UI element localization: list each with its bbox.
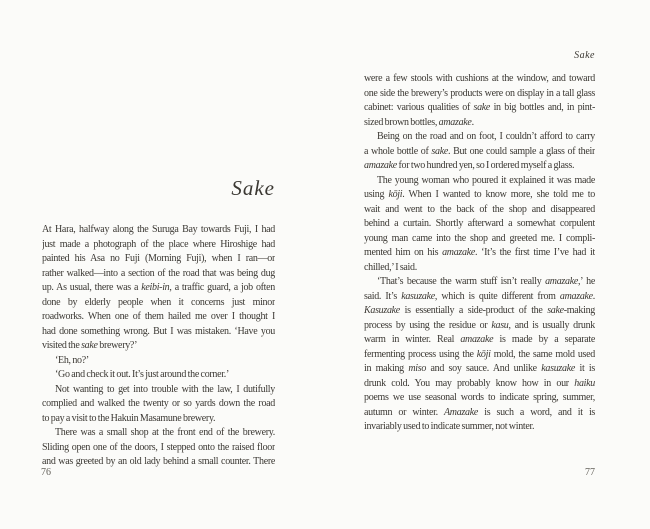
italic-term: sake bbox=[431, 145, 448, 157]
text-run: , which is quite different from bbox=[434, 290, 560, 302]
running-head: Sake bbox=[574, 50, 595, 61]
text-line bbox=[42, 238, 275, 253]
text-run: fermenting process using the bbox=[364, 348, 477, 360]
text-line bbox=[364, 232, 595, 247]
text-run: and soy sauce. And unlike bbox=[426, 363, 542, 374]
text-run: is such a word, and it is bbox=[478, 406, 595, 418]
text-run: -making bbox=[563, 305, 595, 316]
text-run: ‘Eh, no?’ bbox=[55, 354, 89, 366]
text-run: ‘That’s because the warm stuff isn’t really bbox=[377, 276, 546, 287]
italic-term: amazake bbox=[442, 247, 475, 258]
italic-term: amazake bbox=[460, 334, 494, 345]
text-line bbox=[42, 441, 275, 456]
text-line bbox=[364, 72, 595, 87]
text-line bbox=[364, 130, 595, 145]
text-line bbox=[42, 412, 275, 427]
text-run: cabinet: various qualities of bbox=[364, 102, 474, 113]
text-run: invariably used to indicate summer, not winter. bbox=[364, 421, 535, 432]
text-line bbox=[364, 188, 595, 203]
italic-term: amazake bbox=[559, 290, 593, 302]
text-run: ,’ he bbox=[577, 276, 595, 287]
text-run: ‘Go and check it out. It’s just around the corner.’ bbox=[55, 369, 229, 380]
text-run: Being on the road and on foot, I couldn’t afford to carry bbox=[377, 131, 595, 142]
text-line bbox=[42, 223, 275, 238]
italic-term: kōji bbox=[388, 189, 403, 200]
page-right bbox=[325, 0, 650, 529]
italic-term: keibi-in bbox=[141, 282, 170, 293]
text-line bbox=[364, 261, 595, 276]
text-line bbox=[364, 203, 595, 218]
text-line bbox=[364, 159, 595, 174]
text-run: and was greeted by an old lady behind a small counter. There bbox=[42, 456, 275, 467]
right-page-text-block bbox=[364, 72, 595, 435]
text-line bbox=[364, 217, 595, 232]
italic-term: Kasuzake bbox=[364, 305, 400, 316]
text-run: one side the brewery’s products were on display in a tall glass bbox=[364, 87, 595, 99]
text-line bbox=[42, 383, 275, 398]
text-run: to pay a visit to the Hakuin Masamune brewery. bbox=[42, 412, 216, 424]
text-run: is essentially a side-product of the bbox=[399, 305, 548, 316]
italic-term: kōji bbox=[476, 348, 491, 360]
text-line bbox=[364, 319, 595, 334]
text-run: wait and went to the back of the shop and disappeared bbox=[364, 203, 595, 215]
text-line bbox=[364, 145, 595, 160]
text-run: Not wanting to get into trouble with the law, I dutifully bbox=[55, 383, 275, 395]
text-run: warm in winter. Real bbox=[364, 334, 461, 345]
text-line bbox=[42, 354, 275, 369]
text-run: . bbox=[471, 116, 474, 128]
text-line bbox=[364, 377, 595, 392]
italic-term: sake bbox=[81, 340, 98, 351]
text-line bbox=[364, 362, 595, 377]
left-page-text-block bbox=[42, 223, 275, 470]
text-line bbox=[42, 426, 275, 441]
text-run: drunk cold. You may probably know how in our bbox=[364, 377, 575, 389]
text-line bbox=[364, 275, 595, 290]
text-run: autumn or winter. bbox=[364, 406, 444, 418]
text-line bbox=[364, 333, 595, 348]
text-run: done by elderly people when it concerns just minor bbox=[42, 296, 275, 308]
text-run: in making bbox=[364, 363, 409, 374]
text-run: . When I wanted to know more, she told me to bbox=[402, 189, 595, 200]
text-run: in big bottles and, in pint- bbox=[490, 102, 595, 113]
text-run: , and is usually drunk bbox=[508, 319, 595, 331]
left-page-number: 76 bbox=[41, 467, 51, 478]
text-run: were a few stools with cushions at the window, and toward bbox=[364, 73, 595, 84]
text-line bbox=[364, 290, 595, 305]
italic-term: amazake bbox=[364, 160, 397, 171]
text-line bbox=[364, 304, 595, 319]
text-run: brewery?’ bbox=[97, 340, 138, 351]
italic-term: kasuzake bbox=[401, 290, 435, 302]
text-line bbox=[42, 281, 275, 296]
text-run: for two hundred yen, so I ordered myself a glass. bbox=[396, 160, 575, 171]
text-line bbox=[42, 252, 275, 267]
text-run: rather walked—into a section of the road that was being dug bbox=[42, 267, 275, 279]
italic-term: amazake bbox=[545, 276, 578, 287]
text-run: mold, the same mold used bbox=[490, 348, 595, 360]
text-line bbox=[364, 174, 595, 189]
text-run: . bbox=[592, 290, 595, 302]
text-run: visited the bbox=[42, 340, 82, 351]
text-run: There was a small shop at the front end of the brewery. bbox=[55, 427, 275, 438]
text-line bbox=[42, 310, 275, 325]
text-run: chilled,’ I said. bbox=[364, 261, 417, 273]
text-line bbox=[42, 296, 275, 311]
text-run: roadworks. When one of them hailed me over I thought I bbox=[42, 311, 275, 322]
text-run: using bbox=[364, 189, 389, 200]
text-line bbox=[42, 397, 275, 412]
text-run: sized brown bottles, bbox=[364, 116, 439, 128]
text-run: Sliding open one of the doors, I stepped onto the raised floor bbox=[42, 441, 275, 453]
text-run: process by using the residue or bbox=[364, 319, 492, 331]
text-line bbox=[364, 87, 595, 102]
text-run: said. It’s bbox=[364, 290, 402, 302]
text-run: poems we use seasonal words to indicate spring, summer, bbox=[364, 392, 595, 403]
text-line bbox=[42, 267, 275, 282]
text-line bbox=[364, 420, 595, 435]
text-run: At Hara, halfway along the Suruga Bay towards Fuji, I had bbox=[42, 224, 275, 235]
text-line bbox=[42, 368, 275, 383]
text-line bbox=[42, 325, 275, 340]
text-run: mented him on his bbox=[364, 247, 443, 258]
text-line bbox=[364, 246, 595, 261]
italic-term: kasu bbox=[491, 319, 509, 331]
text-run: , a traffic guard, a job often bbox=[169, 282, 275, 293]
text-run: a whole bottle of bbox=[364, 145, 432, 157]
text-run: . ‘It’s the first time I’ve had it bbox=[474, 247, 595, 258]
text-run: young man came into the shop and greeted me. I compli- bbox=[364, 232, 595, 244]
text-run: had done something wrong. But I was mistaken. ‘Have you bbox=[42, 325, 275, 337]
italic-term: amazake bbox=[438, 116, 472, 128]
text-run: behind a curtain. Shortly afterward a somewhat corpulent bbox=[364, 218, 595, 229]
text-line bbox=[364, 101, 595, 116]
italic-term: sake bbox=[473, 102, 491, 113]
text-run: painted his Asa no Fuji (Morning Fuji), when I ran—or bbox=[42, 253, 275, 264]
text-line bbox=[364, 116, 595, 131]
text-run: up. As usual, there was a bbox=[42, 282, 142, 293]
text-line bbox=[364, 406, 595, 421]
text-run: is made by a separate bbox=[493, 334, 595, 345]
text-run: just made a photograph of the place where Hiroshige had bbox=[42, 238, 275, 250]
text-run: complied and walked the twenty or so yards down the road bbox=[42, 398, 275, 409]
text-run: it is bbox=[575, 363, 595, 374]
right-page-number: 77 bbox=[585, 467, 595, 478]
text-line bbox=[364, 348, 595, 363]
text-line bbox=[364, 391, 595, 406]
italic-term: sake bbox=[547, 305, 564, 316]
italic-term: kasuzake bbox=[541, 363, 575, 374]
text-run: The young woman who poured it explained it was made bbox=[377, 174, 595, 186]
italic-term: Amazake bbox=[444, 406, 478, 418]
text-line bbox=[42, 339, 275, 354]
chapter-title: Sake bbox=[231, 176, 275, 200]
italic-term: miso bbox=[408, 363, 427, 374]
text-run: . But one could sample a glass of their bbox=[448, 145, 595, 157]
italic-term: haiku bbox=[574, 377, 595, 389]
